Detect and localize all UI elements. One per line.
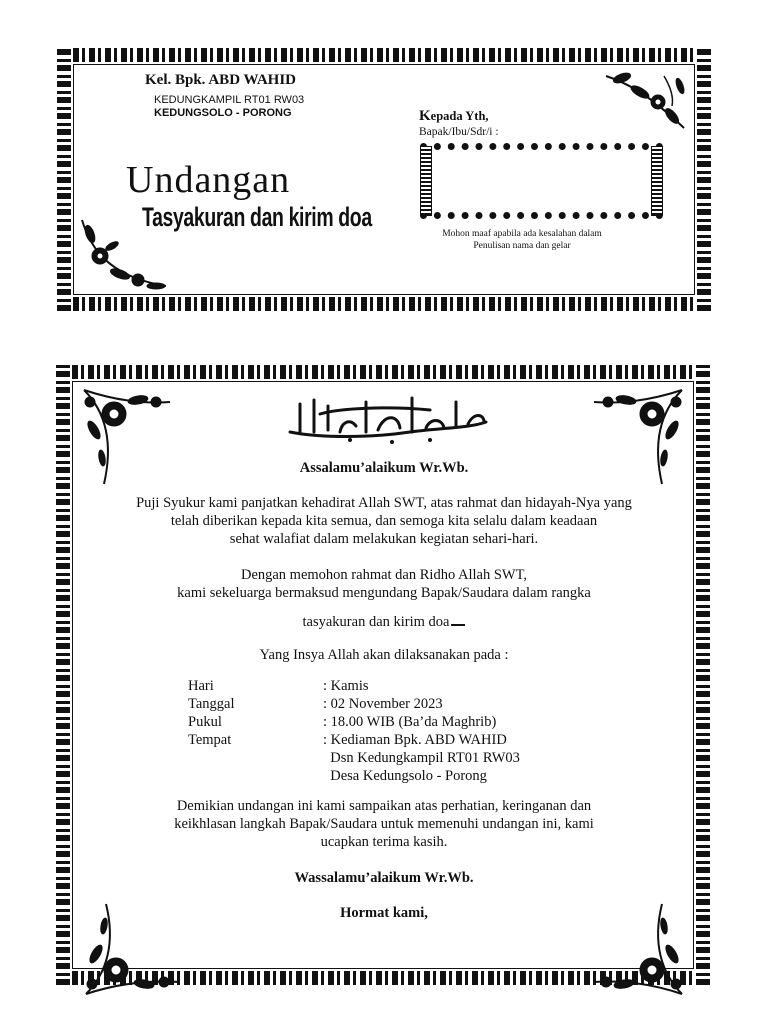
paragraph-closing [60, 797, 708, 851]
detail-value: : Kamis [323, 678, 369, 694]
recipient-prefix: Bapak/Ibu/Sdr/i : [419, 126, 499, 138]
detail-value: Desa Kedungsolo - Porong [323, 768, 487, 784]
paragraph-line: kami sekeluarga bermaksud mengundang Bapak/Saudara dalam rangka [177, 585, 591, 601]
paragraph-line: keikhlasan langkah Bapak/Saudara untuk memenuhi undangan ini, kami [174, 816, 594, 832]
opening-greeting: Assalamu’alaikum Wr.Wb. [299, 460, 469, 476]
ornamental-border-right [696, 365, 710, 985]
detail-value: : 02 November 2023 [323, 696, 443, 712]
recipient-heading-rest: epada Yth, [430, 109, 489, 123]
paragraph-invitation [60, 566, 708, 602]
ornamental-border-left [57, 48, 71, 311]
detail-value: Dsn Kedungkampil RT01 RW03 [323, 750, 520, 766]
paragraph-line: telah diberikan kepada kita semua, dan semoga kita selalu dalam keadaan [170, 513, 598, 529]
detail-row-time [188, 713, 520, 731]
basmala-calligraphy-icon [280, 392, 494, 446]
paragraph-line: sehat walafiat dalam melakukan kegiatan sehari-hari. [229, 531, 539, 547]
detail-label [188, 749, 323, 767]
ornamental-border-left [56, 365, 70, 985]
schedule-intro: Yang Insya Allah akan dilaksanakan pada : [259, 647, 509, 663]
recipient-heading-initial: K [419, 108, 431, 124]
detail-label: Pukul [188, 714, 222, 730]
detail-label: Tempat [188, 732, 232, 748]
detail-value: : Kediaman Bpk. ABD WAHID [323, 732, 507, 748]
detail-row-date [188, 695, 520, 713]
sender-address-line-1: KEDUNGKAMPIL RT01 RW03 [154, 94, 305, 106]
detail-row-place [188, 731, 520, 749]
floral-corner-ornament-icon [588, 898, 692, 1004]
floral-corner-ornament-icon [586, 380, 692, 490]
ornamental-border-top [56, 365, 710, 379]
recipient-name-box[interactable] [420, 143, 663, 219]
paragraph-line: Dengan memohon rahmat dan Ridho Allah SWT, [240, 567, 528, 583]
event-name: tasyakuran dan kirim doa [302, 614, 450, 630]
recipient-heading [419, 108, 489, 125]
sender-name: Kel. Bpk. ABD WAHID [145, 72, 297, 88]
detail-label [188, 767, 323, 785]
apology-note [422, 228, 622, 252]
paragraph-line: Demikian undangan ini kami sampaikan atas perhatian, keringanan dan [176, 798, 592, 814]
name-box-left-pillar [420, 146, 432, 216]
invitation-title: Undangan [126, 159, 291, 201]
signoff: Hormat kami, [340, 905, 428, 921]
paragraph-line: ucapkan terima kasih. [320, 834, 448, 850]
detail-label: Hari [188, 678, 214, 694]
apology-note-line-1: Mohon maaf apabila ada kesalahan dalam [442, 229, 602, 239]
apology-note-line-2: Penulisan nama dan gelar [473, 241, 571, 251]
closing-greeting: Wassalamu’alaikum Wr.Wb. [294, 870, 474, 886]
floral-corner-ornament-icon [76, 216, 172, 296]
ornamental-border-bottom [57, 297, 711, 311]
event-name-line [60, 613, 708, 631]
paragraph-line: Puji Syukur kami panjatkan kehadirat Allah SWT, atas rahmat dan hidayah-Nya yang [136, 495, 632, 511]
paragraph-gratitude [60, 494, 708, 548]
detail-value: : 18.00 WIB (Ba’da Maghrib) [323, 714, 497, 730]
detail-label: Tanggal [188, 696, 235, 712]
underline-mark [451, 624, 465, 626]
detail-row-day [188, 677, 520, 695]
ornamental-border-right [697, 48, 711, 311]
floral-corner-ornament-icon [74, 380, 174, 490]
event-details-table [188, 677, 520, 785]
ornamental-border-top [57, 48, 711, 62]
detail-row-address-2 [188, 767, 520, 785]
sender-address-line-2: KEDUNGSOLO - PORONG [154, 107, 292, 119]
invitation-subtitle: Tasyakuran dan kirim doa [142, 202, 372, 232]
detail-row-address-1 [188, 749, 520, 767]
name-box-right-pillar [651, 146, 663, 216]
floral-corner-ornament-icon [76, 898, 186, 1004]
floral-corner-ornament-icon [600, 66, 692, 138]
